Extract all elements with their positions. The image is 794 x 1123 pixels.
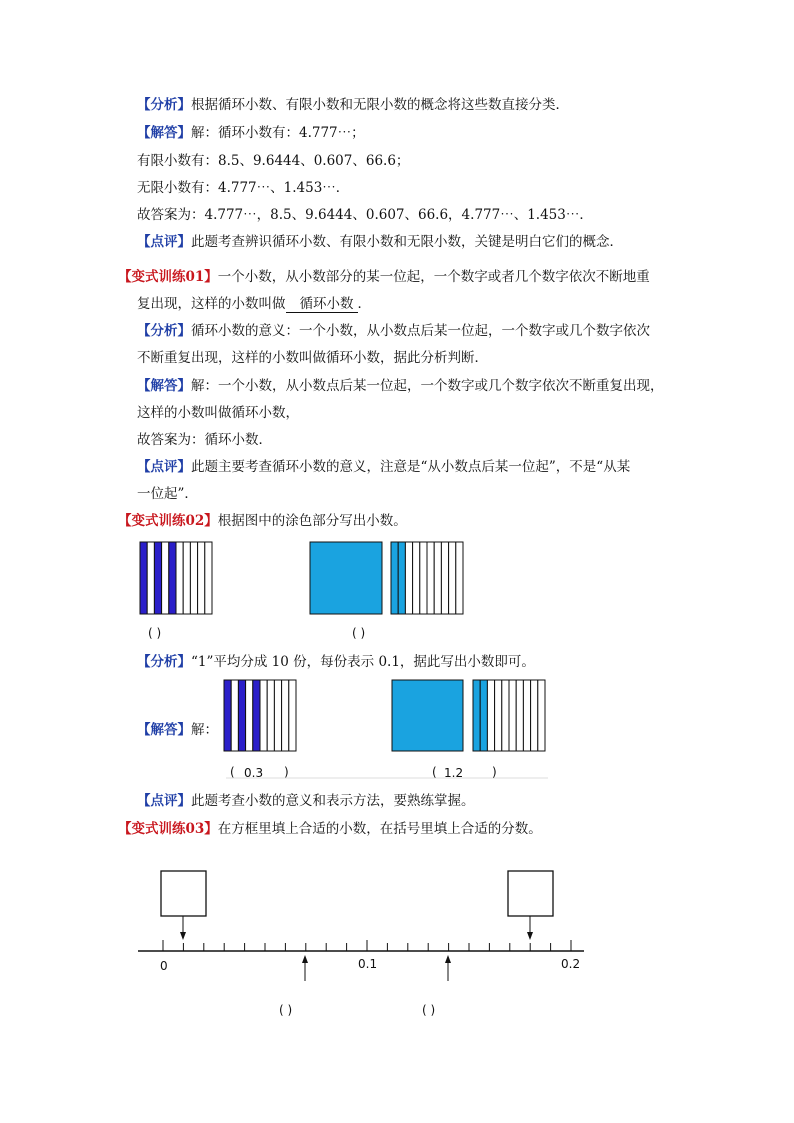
strip-empty	[531, 680, 538, 751]
intro-answer: 【解答】解：循环小数有：4.777⋯；	[137, 125, 365, 141]
strip-empty	[434, 542, 441, 614]
box-left	[161, 871, 206, 916]
strip-shaded	[398, 542, 405, 614]
tick-marks	[163, 940, 571, 951]
strip-empty	[162, 542, 169, 614]
ex02-question-figure	[138, 540, 478, 640]
label-0: 0	[160, 959, 168, 973]
ex01-analysis-2: 不断重复出现，这样的小数叫做循环小数，据此分析判断．	[137, 350, 488, 366]
strip-shaded	[238, 680, 245, 751]
arrow-head	[302, 955, 308, 963]
strip-shaded	[224, 680, 231, 751]
strip-empty	[183, 542, 190, 614]
intro-comment: 【点评】此题考查辨识循环小数、有限小数和无限小数，关键是明白它们的概念．	[137, 234, 623, 250]
strip-empty	[231, 680, 238, 751]
strip-empty	[289, 680, 296, 751]
strip-empty	[427, 542, 434, 614]
comment-tag: 【点评】	[137, 234, 191, 250]
ex01-comment-2: 一位起”．	[137, 486, 198, 502]
blank-right: ( )	[352, 626, 366, 640]
ex01-comment-1: 【点评】此题主要考查循环小数的意义，注意是“从小数点后某一位起”，不是“从某	[137, 459, 631, 475]
strip-shaded	[480, 680, 487, 751]
intro-line-3: 有限小数有：8.5、9.6444、0.607、66.6；	[137, 153, 410, 169]
ex01-answer-blank: 循环小数	[286, 296, 358, 313]
ex03-tag: 【变式训练03】	[118, 821, 218, 837]
box-right	[508, 871, 553, 916]
analysis-tag: 【分析】	[137, 654, 191, 670]
label-0-2: 0.2	[561, 957, 581, 971]
answer-left-open: (	[230, 765, 235, 779]
ex02-tag: 【变式训练02】	[118, 513, 218, 529]
comment-tag: 【点评】	[137, 793, 191, 809]
strip-shaded	[473, 680, 480, 751]
ex01-tag: 【变式训练01】	[118, 269, 218, 285]
ex03-question: 【变式训练03】在方框里填上合适的小数，在括号里填上合适的分数。	[118, 821, 542, 837]
strip-empty	[509, 680, 516, 751]
strip-empty	[538, 680, 545, 751]
strip-empty	[190, 542, 197, 614]
intro-analysis: 【分析】根据循环小数、有限小数和无限小数的概念将这些数直接分类．	[137, 97, 569, 113]
strip-empty	[487, 680, 494, 751]
strip-grid-left	[140, 542, 212, 614]
intro-line-5: 故答案为：4.777⋯，8.5、9.6444、0.607、66.6，4.777⋯、1.453⋯．	[137, 207, 593, 223]
strip-empty	[282, 680, 289, 751]
analysis-tag: 【分析】	[137, 323, 191, 339]
arrow-head	[180, 932, 186, 940]
strip-empty	[441, 542, 448, 614]
strip-empty	[516, 680, 523, 751]
strip-shaded	[140, 542, 147, 614]
strip-grid-right	[391, 542, 463, 614]
strip-empty	[260, 680, 267, 751]
strip-shaded	[169, 542, 176, 614]
ex01-analysis-1: 【分析】循环小数的意义：一个小数，从小数点后某一位起，一个数字或几个数字依次	[137, 323, 650, 339]
answer-tag: 【解答】	[137, 125, 191, 141]
ex02-comment: 【点评】此题考查小数的意义和表示方法，要熟练掌握。	[137, 793, 475, 809]
strip-empty	[420, 542, 427, 614]
ex01-answer-1: 【解答】解：一个小数，从小数点后某一位起，一个数字或几个数字依次不断重复出现，	[137, 378, 664, 394]
strip-empty	[405, 542, 412, 614]
ex02-answer-label: 【解答】解：	[137, 722, 218, 738]
intro-line-4: 无限小数有：4.777⋯、1.453⋯．	[137, 180, 350, 196]
blank-left: ( )	[148, 626, 162, 640]
strip-empty	[267, 680, 274, 751]
strip-empty	[495, 680, 502, 751]
analysis-tag: 【分析】	[137, 97, 191, 113]
strip-empty	[449, 542, 456, 614]
answer-right-open: (	[432, 765, 437, 779]
strip-grid-left	[224, 680, 296, 751]
strip-empty	[246, 680, 253, 751]
strip-shaded	[154, 542, 161, 614]
blank-left: ( )	[279, 1003, 293, 1017]
strip-empty	[205, 542, 212, 614]
strip-empty	[413, 542, 420, 614]
strip-empty	[274, 680, 281, 751]
strip-empty	[176, 542, 183, 614]
answer-tag: 【解答】	[137, 378, 191, 394]
strip-empty	[198, 542, 205, 614]
strip-grid-right	[473, 680, 545, 751]
strip-shaded	[253, 680, 260, 751]
blank-right: ( )	[422, 1003, 436, 1017]
answer-left-value: 0.3	[244, 766, 264, 780]
ex02-analysis: 【分析】“1”平均分成 10 份，每份表示 0.1，据此写出小数即可。	[137, 654, 535, 670]
arrow-head	[527, 932, 533, 940]
comment-tag: 【点评】	[137, 459, 191, 475]
label-0-1: 0.1	[358, 957, 378, 971]
answer-right-value: 1.2	[444, 766, 464, 780]
answer-left-close: )	[284, 765, 289, 779]
strip-shaded	[391, 542, 398, 614]
ex03-number-line-figure	[136, 866, 592, 1026]
answer-tag: 【解答】	[137, 722, 191, 738]
answer-right-close: )	[492, 765, 497, 779]
ex01-answer-3: 故答案为：循环小数．	[137, 432, 272, 448]
ex02-question: 【变式训练02】根据图中的涂色部分写出小数。	[118, 513, 407, 529]
strip-empty	[523, 680, 530, 751]
ex01-answer-2: 这样的小数叫做循环小数，	[137, 405, 299, 421]
ex01-question-line-1: 【变式训练01】一个小数，从小数部分的某一位起，一个数字或者几个数字依次不断地重	[118, 269, 650, 285]
arrow-head	[445, 955, 451, 963]
full-square	[392, 680, 463, 751]
ex01-question-line-2: 复出现，这样的小数叫做 循环小数 ．	[137, 296, 371, 312]
strip-empty	[502, 680, 509, 751]
ex02-answer-figure	[222, 678, 552, 782]
strip-empty	[456, 542, 463, 614]
strip-empty	[147, 542, 154, 614]
full-square	[310, 542, 382, 614]
